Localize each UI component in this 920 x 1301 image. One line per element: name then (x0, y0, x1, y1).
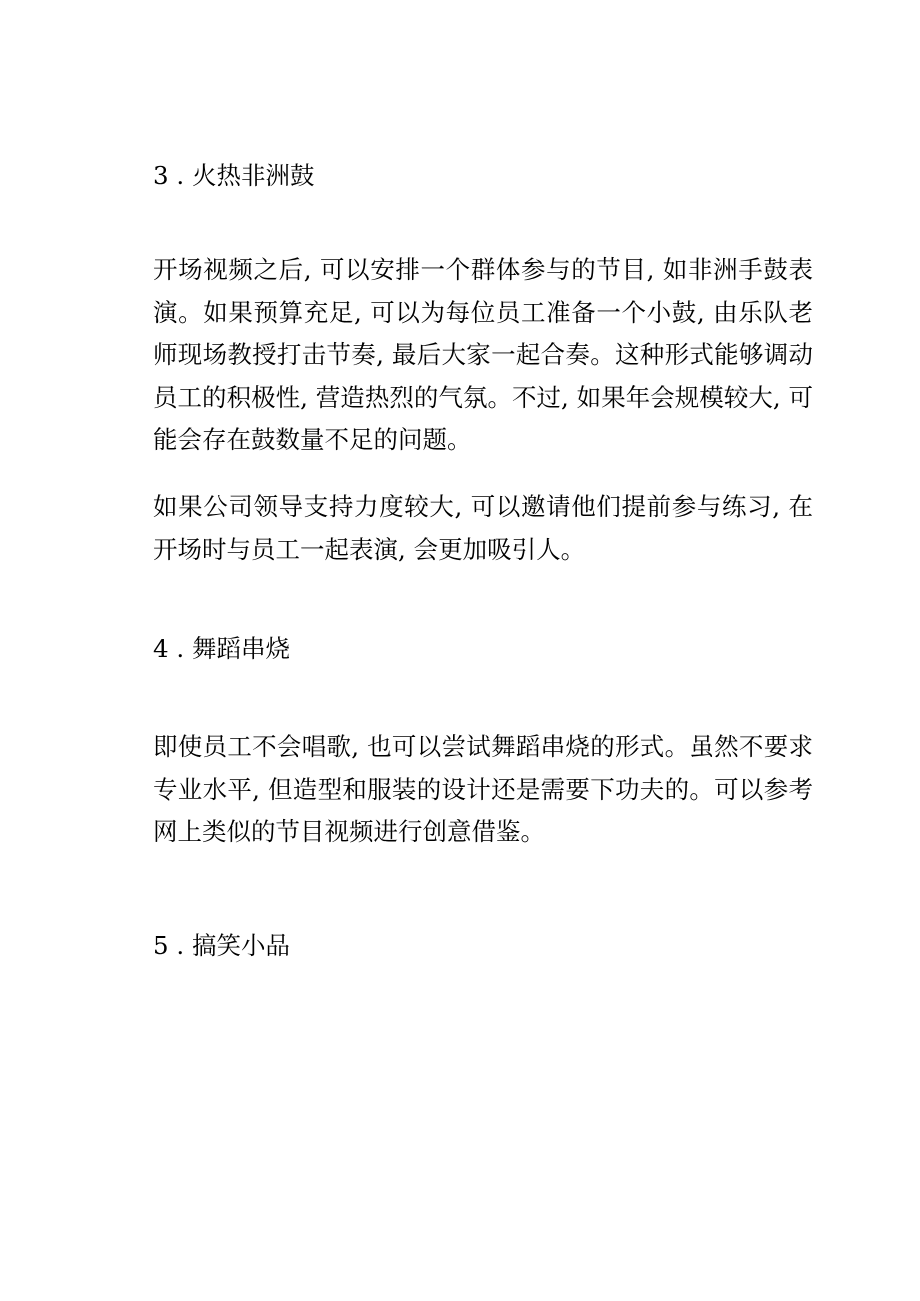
paragraph-dance-medley: 即使员工不会唱歌, 也可以尝试舞蹈串烧的形式。虽然不要求专业水平, 但造型和服装的设计还是需要下功夫的。可以参考网上类似的节目视频进行创意借鉴。 (153, 732, 813, 846)
paragraph-african-drum: 开场视频之后, 可以安排一个群体参与的节目, 如非洲手鼓表演。如果预算充足, 可以为每位员工准备一个小鼓, 由乐队老师现场教授打击节奏, 最后大家一起合奏。这种形式能够调动员工的积极性, 营造热烈的气氛。不过, 如果年会规模较大, 可能会存在鼓数量不足的问题。 (153, 255, 813, 454)
section-heading-4: 4 . 舞蹈串烧 (153, 634, 290, 663)
section-heading-3: 3 . 火热非洲鼓 (153, 161, 315, 190)
section-heading-5: 5 . 搞笑小品 (153, 931, 290, 960)
paragraph-leader-support: 如果公司领导支持力度较大, 可以邀请他们提前参与练习, 在开场时与员工一起表演, 会更加吸引人。 (153, 492, 813, 564)
